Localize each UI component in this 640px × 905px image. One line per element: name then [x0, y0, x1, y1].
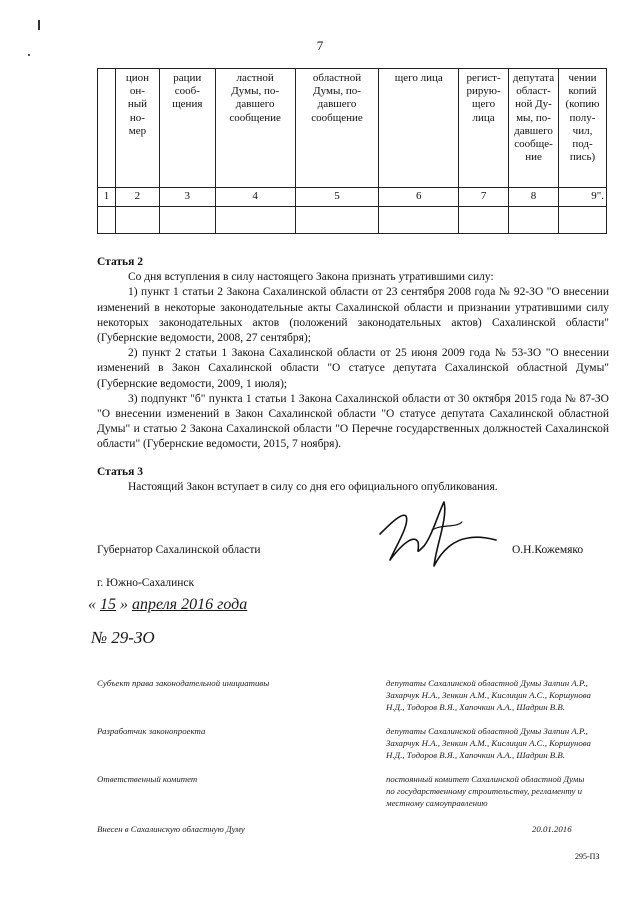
- registration-table: [97, 68, 607, 234]
- header-cell-4: ластной Думы, по- давшего сообщение: [215, 69, 295, 188]
- submitted-label: Внесен в Сахалинскую областную Думу: [97, 824, 245, 834]
- article-3: [97, 465, 609, 495]
- header-cell-1: [98, 69, 116, 188]
- column-number: 4: [215, 188, 295, 207]
- handwritten-date: [88, 596, 247, 614]
- empty-cell: [159, 207, 215, 234]
- margin-mark: [38, 20, 40, 30]
- margin-dot: [28, 54, 30, 56]
- table-empty-row: [98, 207, 607, 234]
- empty-cell: [295, 207, 379, 234]
- empty-cell: [215, 207, 295, 234]
- table-number-row: [98, 188, 607, 207]
- meta-label-initiative: Субъект права законодательной инициативы: [97, 678, 270, 688]
- column-number: 8: [509, 188, 559, 207]
- law-number: 29-ЗО: [111, 628, 155, 647]
- article-3-text: Настоящий Закон вступает в силу со дня его официального опубликования.: [128, 481, 498, 494]
- article-2-item-1: 1) пункт 1 статьи 2 Закона Сахалинской области от 23 сентября 2008 года № 92-ЗО "О внесении изменений в некоторые законодательные акты Сахалинской области и признании утратившими силу некоторых законодательных актов (положений законодательных актов) Сахалинской области" (Губернские ведомости, 2008, 27 сентября);: [97, 286, 609, 345]
- meta-value-committee: постоянный комитет Сахалинской областной Думы по государственному строительству, регламенту и местному самоуправлению: [386, 774, 585, 808]
- column-number: 3: [159, 188, 215, 207]
- column-number: 2: [115, 188, 159, 207]
- empty-cell: [559, 207, 607, 234]
- empty-cell: [459, 207, 509, 234]
- empty-cell: [379, 207, 459, 234]
- date-open-quote: «: [88, 596, 96, 613]
- empty-cell: [115, 207, 159, 234]
- table-header-row: [98, 69, 607, 188]
- empty-cell: [509, 207, 559, 234]
- column-number: 6: [379, 188, 459, 207]
- date-day: 15: [100, 596, 116, 613]
- article-2-intro: Со дня вступления в силу настоящего Закона признать утратившими силу:: [128, 271, 494, 284]
- header-cell-7: регист- рирую- щего лица: [459, 69, 509, 188]
- article-2-title: Статья 2: [97, 256, 143, 268]
- header-cell-6: щего лица: [379, 69, 459, 188]
- page-number: 7: [316, 38, 324, 53]
- governor-signature: [372, 494, 502, 574]
- header-cell-9: чении копий (копию полу- чил, под- пись): [559, 69, 607, 188]
- article-2: [97, 255, 609, 453]
- date-close-quote: »: [120, 596, 128, 613]
- article-2-item-3: 3) подпункт "б" пункта 1 статьи 1 Закона Сахалинской области от 30 октября 2015 года № 87-ЗО "О внесении изменений в Закон Сахалинской области "О статусе депутата Сахалинской областной Думы" и статью 2 Закона Сахалинской области "О Перечне государственных должностей Сахалинской области" (Губернские ведомости, 2015, 7 ноября).: [97, 392, 609, 451]
- column-number: 1: [98, 188, 116, 207]
- number-sign: №: [91, 628, 108, 647]
- governor-name: О.Н.Кожемяко: [512, 544, 584, 556]
- governor-title: Губернатор Сахалинской области: [97, 544, 261, 556]
- header-cell-5: областной Думы, по- давшего сообщение: [295, 69, 379, 188]
- column-number: 7: [459, 188, 509, 207]
- meta-value-developer: депутаты Сахалинской областной Думы Залпин А.Р., Захарчук Н.А., Зенкин А.М., Кислицин А.С., Коршунова Н.Д., Тодоров В.Я., Хапочкин А.А., Шадрин В.В.: [386, 726, 591, 760]
- header-cell-3: рации сооб- щения: [159, 69, 215, 188]
- meta-value-initiative: депутаты Сахалинской областной Думы Залпин А.Р., Захарчук Н.А., Зенкин А.М., Кислицин А.С., Коршунова Н.Д., Тодоров В.Я., Хапочкин А.А., Шадрин В.В.: [386, 678, 591, 712]
- city: г. Южно-Сахалинск: [97, 577, 195, 589]
- meta-label-developer: Разработчик законопроекта: [97, 726, 206, 736]
- document-code: 295-ПЗ: [575, 852, 600, 861]
- header-cell-8: депутата област- ной Ду- мы, по- давшего сообще- ние: [509, 69, 559, 188]
- article-3-title: Статья 3: [97, 466, 143, 478]
- article-2-item-2: 2) пункт 2 статьи 1 Закона Сахалинской области от 25 июня 2009 года № 53-ЗО "О внесении изменений в Закон Сахалинской области "О статусе депутата Сахалинской областной Думы" (Губернские ведомости, 2009, 1 июля);: [97, 347, 609, 390]
- header-cell-2: цион он- ный но- мер: [115, 69, 159, 188]
- empty-cell: [98, 207, 116, 234]
- date-month-year: апреля 2016 года: [132, 596, 248, 613]
- meta-label-committee: Ответственный комитет: [97, 774, 198, 784]
- column-number: 9".: [559, 188, 607, 207]
- handwritten-law-number: [91, 628, 155, 648]
- column-number: 5: [295, 188, 379, 207]
- submitted-date: 20.01.2016: [532, 824, 572, 834]
